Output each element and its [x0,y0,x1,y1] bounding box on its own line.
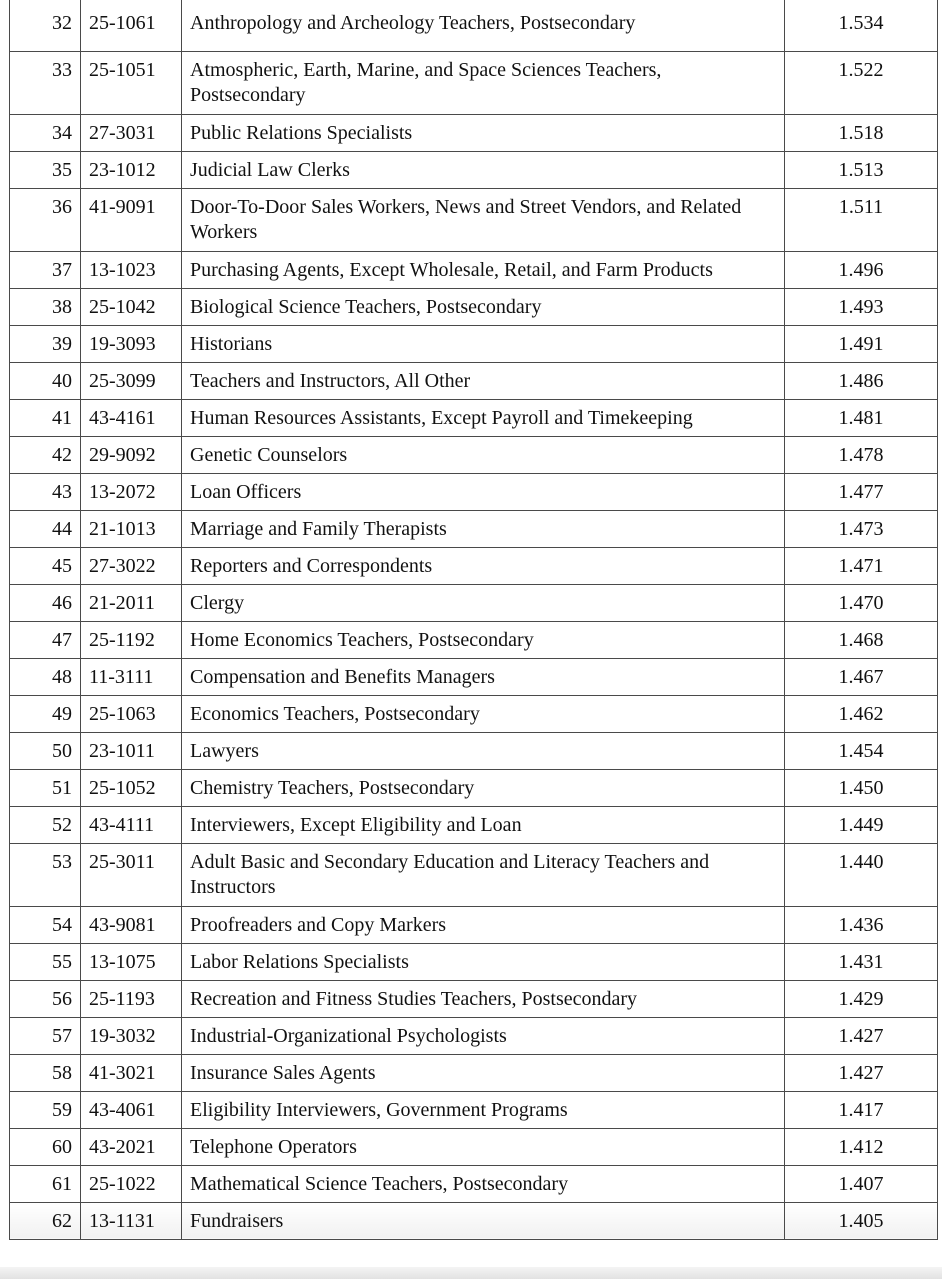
soc-code-cell: 13-2072 [81,473,182,510]
rank-cell: 62 [10,1202,81,1239]
score-cell: 1.473 [785,510,938,547]
page-bottom-edge [0,1267,942,1279]
occupation-title-cell: Human Resources Assistants, Except Payroll and Timekeeping [182,399,785,436]
occupation-title-cell: Loan Officers [182,473,785,510]
soc-code-cell: 43-4111 [81,806,182,843]
rank-cell: 44 [10,510,81,547]
soc-code-cell: 25-3099 [81,362,182,399]
table-row [10,399,938,436]
table-row [10,436,938,473]
table-row [10,188,938,251]
table-row [10,658,938,695]
soc-code-cell: 41-3021 [81,1054,182,1091]
occupation-title-cell: Atmospheric, Earth, Marine, and Space Sciences Teachers, Postsecondary [182,51,785,114]
table-row [10,843,938,906]
soc-code-cell: 25-1042 [81,288,182,325]
score-cell: 1.493 [785,288,938,325]
soc-code-cell: 23-1011 [81,732,182,769]
occupation-title-cell: Eligibility Interviewers, Government Programs [182,1091,785,1128]
rank-cell: 33 [10,51,81,114]
occupation-title-cell: Anthropology and Archeology Teachers, Postsecondary [182,0,785,51]
rank-cell: 34 [10,114,81,151]
table-row [10,769,938,806]
occupation-title-cell: Chemistry Teachers, Postsecondary [182,769,785,806]
score-cell: 1.511 [785,188,938,251]
table-row [10,584,938,621]
score-cell: 1.427 [785,1054,938,1091]
rank-cell: 43 [10,473,81,510]
table-row [10,362,938,399]
soc-code-cell: 25-3011 [81,843,182,906]
score-cell: 1.491 [785,325,938,362]
rank-cell: 41 [10,399,81,436]
document-page [9,0,937,1240]
soc-code-cell: 25-1022 [81,1165,182,1202]
occupation-title-cell: Labor Relations Specialists [182,943,785,980]
table-row [10,251,938,288]
table-row [10,1128,938,1165]
rank-cell: 51 [10,769,81,806]
score-cell: 1.478 [785,436,938,473]
score-cell: 1.450 [785,769,938,806]
score-cell: 1.522 [785,51,938,114]
table-row [10,151,938,188]
rank-cell: 49 [10,695,81,732]
occupation-title-cell: Industrial-Organizational Psychologists [182,1017,785,1054]
occupation-title-cell: Door-To-Door Sales Workers, News and Street Vendors, and Related Workers [182,188,785,251]
rank-cell: 58 [10,1054,81,1091]
soc-code-cell: 23-1012 [81,151,182,188]
score-cell: 1.412 [785,1128,938,1165]
occupation-title-cell: Biological Science Teachers, Postsecondary [182,288,785,325]
score-cell: 1.496 [785,251,938,288]
rank-cell: 60 [10,1128,81,1165]
occupation-title-cell: Reporters and Correspondents [182,547,785,584]
occupation-title-cell: Mathematical Science Teachers, Postsecondary [182,1165,785,1202]
rank-cell: 47 [10,621,81,658]
soc-code-cell: 13-1023 [81,251,182,288]
table-row [10,114,938,151]
soc-code-cell: 43-4061 [81,1091,182,1128]
table-row [10,547,938,584]
occupation-title-cell: Interviewers, Except Eligibility and Loan [182,806,785,843]
occupation-title-cell: Lawyers [182,732,785,769]
table-row [10,1017,938,1054]
soc-code-cell: 25-1051 [81,51,182,114]
score-cell: 1.471 [785,547,938,584]
soc-code-cell: 25-1061 [81,0,182,51]
soc-code-cell: 21-1013 [81,510,182,547]
occupation-title-cell: Marriage and Family Therapists [182,510,785,547]
score-cell: 1.407 [785,1165,938,1202]
occupation-title-cell: Historians [182,325,785,362]
rank-cell: 50 [10,732,81,769]
score-cell: 1.454 [785,732,938,769]
soc-code-cell: 25-1063 [81,695,182,732]
table-row [10,288,938,325]
table-row [10,1091,938,1128]
soc-code-cell: 25-1193 [81,980,182,1017]
table-row [10,473,938,510]
rank-cell: 54 [10,906,81,943]
rank-cell: 36 [10,188,81,251]
score-cell: 1.486 [785,362,938,399]
rank-cell: 38 [10,288,81,325]
soc-code-cell: 25-1192 [81,621,182,658]
soc-code-cell: 29-9092 [81,436,182,473]
soc-code-cell: 11-3111 [81,658,182,695]
score-cell: 1.513 [785,151,938,188]
rank-cell: 57 [10,1017,81,1054]
score-cell: 1.462 [785,695,938,732]
score-cell: 1.468 [785,621,938,658]
table-row [10,51,938,114]
score-cell: 1.417 [785,1091,938,1128]
occupation-title-cell: Clergy [182,584,785,621]
occupation-title-cell: Fundraisers [182,1202,785,1239]
score-cell: 1.470 [785,584,938,621]
occupation-title-cell: Public Relations Specialists [182,114,785,151]
table-row [10,510,938,547]
occupation-title-cell: Home Economics Teachers, Postsecondary [182,621,785,658]
table-row [10,0,938,51]
table-body [10,0,938,1239]
soc-code-cell: 43-2021 [81,1128,182,1165]
soc-code-cell: 43-4161 [81,399,182,436]
soc-code-cell: 25-1052 [81,769,182,806]
rank-cell: 45 [10,547,81,584]
soc-code-cell: 27-3031 [81,114,182,151]
score-cell: 1.440 [785,843,938,906]
rank-cell: 53 [10,843,81,906]
rank-cell: 59 [10,1091,81,1128]
score-cell: 1.429 [785,980,938,1017]
table-row [10,1202,938,1239]
occupation-title-cell: Telephone Operators [182,1128,785,1165]
table-row [10,1054,938,1091]
table-row [10,695,938,732]
table-row [10,980,938,1017]
soc-code-cell: 13-1131 [81,1202,182,1239]
occupation-title-cell: Purchasing Agents, Except Wholesale, Retail, and Farm Products [182,251,785,288]
rank-cell: 61 [10,1165,81,1202]
soc-code-cell: 19-3093 [81,325,182,362]
rank-cell: 35 [10,151,81,188]
occupation-title-cell: Insurance Sales Agents [182,1054,785,1091]
score-cell: 1.518 [785,114,938,151]
rank-cell: 40 [10,362,81,399]
occupation-title-cell: Proofreaders and Copy Markers [182,906,785,943]
soc-code-cell: 13-1075 [81,943,182,980]
score-cell: 1.436 [785,906,938,943]
occupation-table [9,0,938,1240]
rank-cell: 46 [10,584,81,621]
soc-code-cell: 43-9081 [81,906,182,943]
occupation-title-cell: Judicial Law Clerks [182,151,785,188]
table-row [10,732,938,769]
score-cell: 1.534 [785,0,938,51]
occupation-title-cell: Teachers and Instructors, All Other [182,362,785,399]
score-cell: 1.449 [785,806,938,843]
occupation-title-cell: Economics Teachers, Postsecondary [182,695,785,732]
score-cell: 1.477 [785,473,938,510]
table-row [10,1165,938,1202]
soc-code-cell: 27-3022 [81,547,182,584]
occupation-title-cell: Genetic Counselors [182,436,785,473]
rank-cell: 48 [10,658,81,695]
soc-code-cell: 21-2011 [81,584,182,621]
rank-cell: 37 [10,251,81,288]
rank-cell: 55 [10,943,81,980]
score-cell: 1.431 [785,943,938,980]
table-row [10,325,938,362]
soc-code-cell: 19-3032 [81,1017,182,1054]
rank-cell: 39 [10,325,81,362]
occupation-title-cell: Recreation and Fitness Studies Teachers, Postsecondary [182,980,785,1017]
rank-cell: 52 [10,806,81,843]
table-row [10,806,938,843]
score-cell: 1.481 [785,399,938,436]
score-cell: 1.405 [785,1202,938,1239]
rank-cell: 42 [10,436,81,473]
table-row [10,943,938,980]
occupation-title-cell: Compensation and Benefits Managers [182,658,785,695]
score-cell: 1.427 [785,1017,938,1054]
table-row [10,621,938,658]
soc-code-cell: 41-9091 [81,188,182,251]
occupation-title-cell: Adult Basic and Secondary Education and Literacy Teachers and Instructors [182,843,785,906]
score-cell: 1.467 [785,658,938,695]
rank-cell: 32 [10,0,81,51]
rank-cell: 56 [10,980,81,1017]
table-row [10,906,938,943]
